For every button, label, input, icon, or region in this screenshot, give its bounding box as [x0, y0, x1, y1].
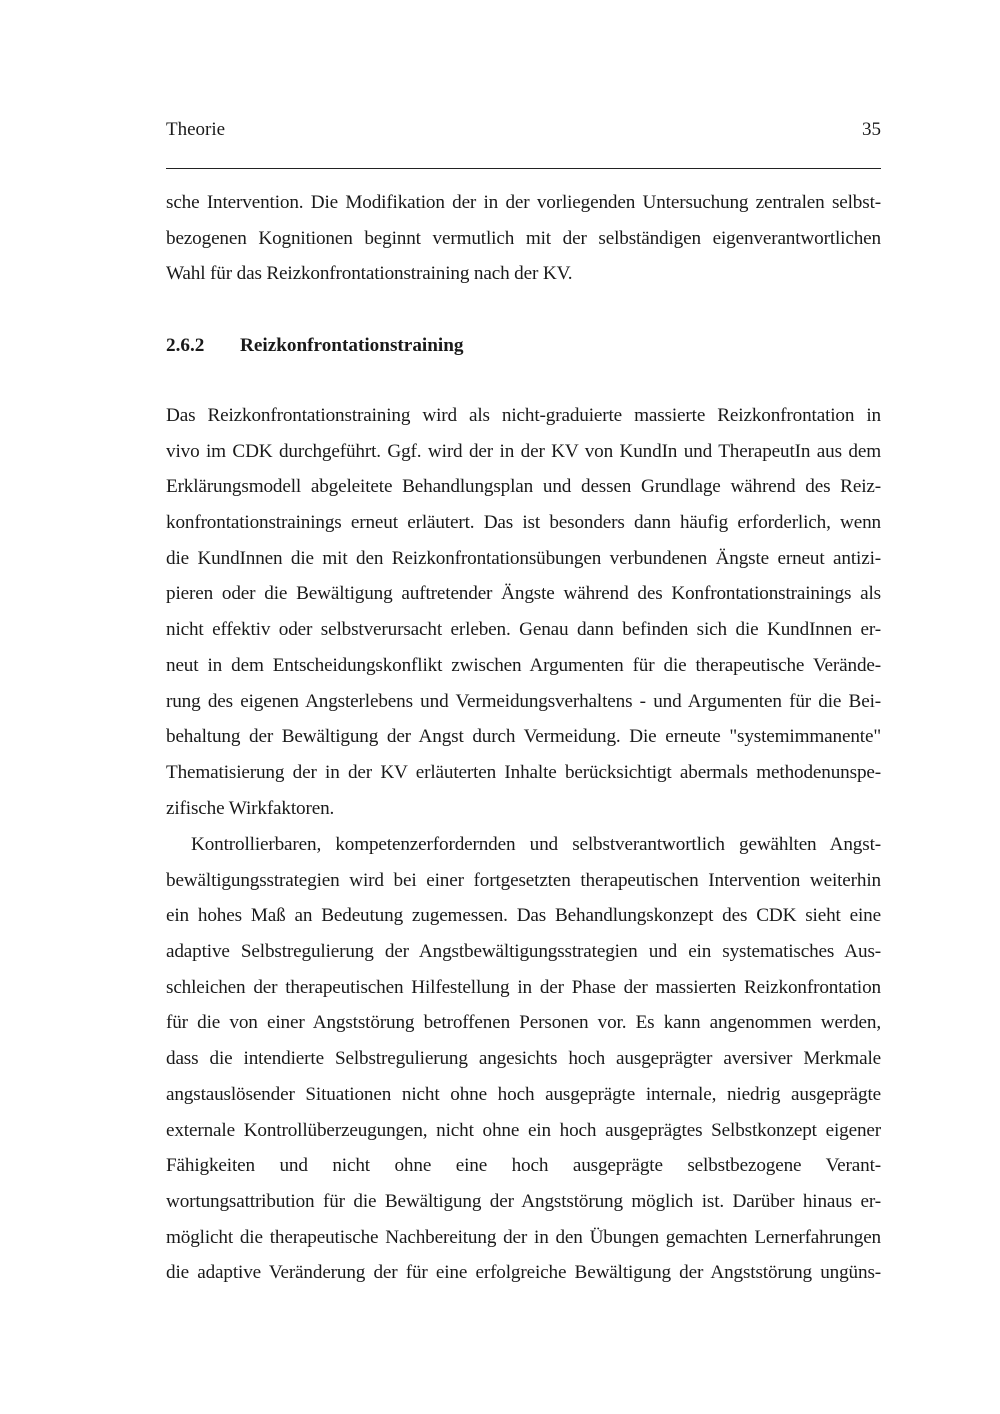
- text-line: behaltung der Bewältigung der Angst durch Vermeidung. Die erneute "systemimmanente": [166, 726, 881, 748]
- text-line: nicht effektiv oder selbstverursacht erleben. Genau dann befinden sich die KundInnen er-: [166, 619, 881, 641]
- text-line: vivo im CDK durchgeführt. Ggf. wird der in der KV von KundIn und TherapeutIn aus dem: [166, 440, 881, 462]
- paragraph-1: [166, 398, 881, 826]
- text-line: schleichen der therapeutischen Hilfestellung in der Phase der massierten Reizkonfrontation: [166, 976, 881, 998]
- text-line: Kontrollierbaren, kompetenzerfordernden und selbstverantwortlich gewählten Angst-: [191, 834, 881, 855]
- section-title: Reizkonfrontationstraining: [240, 335, 464, 356]
- paragraph-2: [166, 827, 881, 1291]
- text-line: die KundInnen die mit den Reizkonfrontationsübungen verbundenen Ängste erneut antizi-: [166, 547, 881, 569]
- text-line: Wahl für das Reizkonfrontationstraining nach der KV.: [166, 263, 573, 285]
- text-line: möglicht die therapeutische Nachbereitung der in den Übungen gemachten Lernerfahrungen: [166, 1226, 881, 1248]
- text-line: konfrontationstrainings erneut erläutert. Das ist besonders dann häufig erforderlich, wenn: [166, 512, 881, 534]
- text-line: bezogenen Kognitionen beginnt vermutlich mit der selbständigen eigenverantwortlichen: [166, 227, 881, 249]
- text-line: angstauslösender Situationen nicht ohne hoch ausgeprägte internale, niedrig ausgeprägte: [166, 1083, 881, 1105]
- intro-paragraph: [166, 185, 881, 292]
- section-heading: [166, 333, 464, 359]
- text-line: zifische Wirkfaktoren.: [166, 797, 335, 819]
- text-line: für die von einer Angststörung betroffenen Personen vor. Es kann angenommen werden,: [166, 1012, 881, 1034]
- text-line: bewältigungsstrategien wird bei einer fortgesetzten therapeutischen Intervention weiterhin: [166, 869, 881, 891]
- text-line: externale Kontrollüberzeugungen, nicht ohne ein hoch ausgeprägtes Selbstkonzept eigener: [166, 1119, 881, 1141]
- running-header: [166, 118, 881, 142]
- text-line: dass die intendierte Selbstregulierung angesichts hoch ausgeprägter aversiver Merkmale: [166, 1048, 881, 1070]
- text-line: Fähigkeiten und nicht ohne eine hoch ausgeprägte selbstbezogene Verant-: [166, 1155, 881, 1177]
- text-line: neut in dem Entscheidungskonflikt zwischen Argumenten für die therapeutische Verände-: [166, 654, 881, 676]
- page-number: 35: [862, 119, 881, 140]
- text-line: Das Reizkonfrontationstraining wird als nicht-graduierte massierte Reizkonfrontation in: [166, 405, 881, 426]
- text-line: pieren oder die Bewältigung auftretender Ängste während des Konfrontationstrainings als: [166, 583, 881, 605]
- text-line: Erklärungsmodell abgeleitete Behandlungsplan und dessen Grundlage während des Reiz-: [166, 476, 881, 498]
- header-rule: [166, 168, 881, 169]
- text-line: sche Intervention. Die Modifikation der in der vorliegenden Untersuchung zentralen selbst-: [166, 192, 881, 213]
- text-line: adaptive Selbstregulierung der Angstbewältigungsstrategien und ein systematisches Aus-: [166, 941, 881, 963]
- text-line: die adaptive Veränderung der für eine erfolgreiche Bewältigung der Angststörung ungüns-: [166, 1262, 881, 1284]
- text-line: wortungsattribution für die Bewältigung der Angststörung möglich ist. Darüber hinaus er-: [166, 1190, 881, 1212]
- text-line: Thematisierung der in der KV erläuterten Inhalte berücksichtigt abermals methodenunspe-: [166, 761, 881, 783]
- text-line: ein hohes Maß an Bedeutung zugemessen. Das Behandlungskonzept des CDK sieht eine: [166, 905, 881, 927]
- text-line: rung des eigenen Angsterlebens und Vermeidungsverhaltens - und Argumenten für die Bei-: [166, 690, 881, 712]
- section-number: 2.6.2: [166, 335, 205, 356]
- running-title: Theorie: [166, 119, 226, 140]
